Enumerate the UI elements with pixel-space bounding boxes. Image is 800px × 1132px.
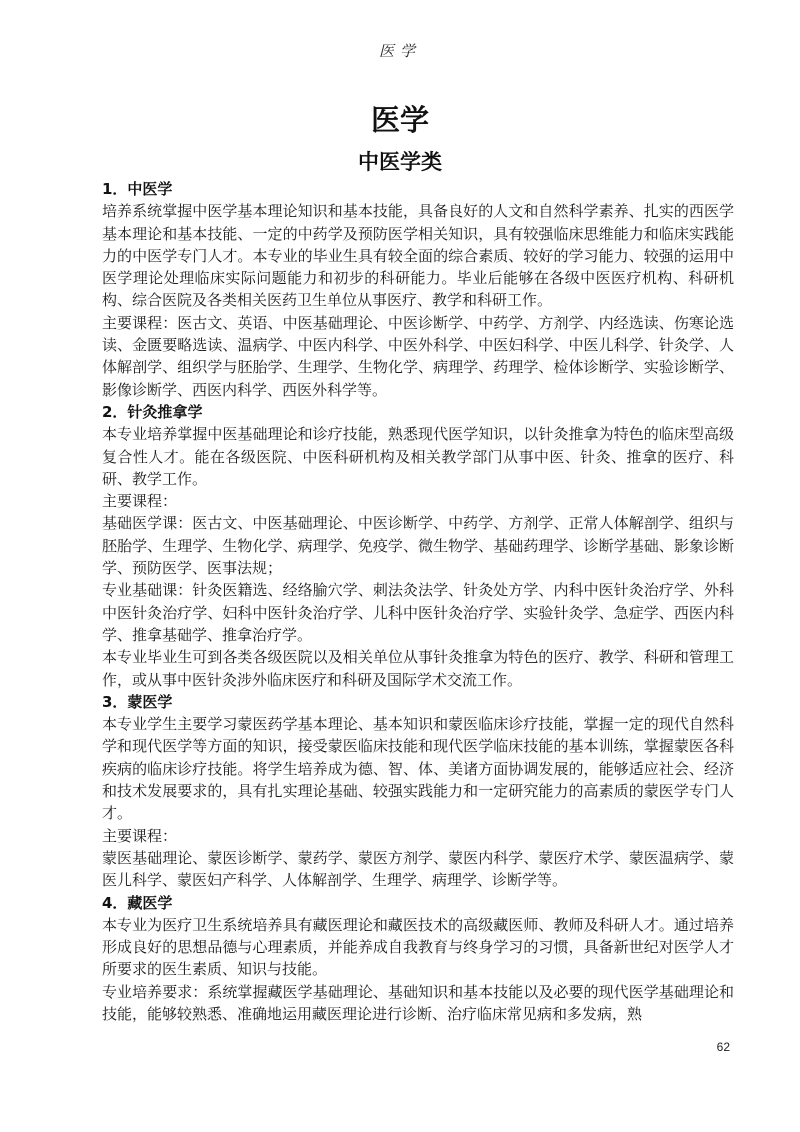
paragraph: 本专业学生主要学习蒙医药学基本理论、基本知识和蒙医临床诊疗技能，掌握一定的现代自然科学和现代医学等方面的知识，接受蒙医临床技能和现代医学临床技能的基本训练，掌握蒙医各科疾病的临床诊疗技能。将学生培养成为德、智、体、美诸方面协调发展的，能够适应社会、经济和技术发展要求的，具有扎实理论基础、较强实践能力和一定研究能力的高素质的蒙医学专门人才。 (102, 715, 734, 823)
paragraph: 本专业培养掌握中医基础理论和诊疗技能，熟悉现代医学知识，以针灸推拿为特色的临床型高级复合性人才。能在各级医院、中医科研机构及相关教学部门从事中医、针灸、推拿的医疗、科研、教学工作。 (102, 425, 734, 488)
section-heading: 2．针灸推拿学 (102, 402, 203, 421)
paragraph: 本专业为医疗卫生系统培养具有藏医理论和藏医技术的高级藏医师、教师及科研人才。通过培养形成良好的思想品德与心理素质，并能养成自我教育与终身学习的习惯，具备新世纪对医学人才所要求的医生素质、知识与技能。 (102, 915, 734, 979)
paragraph: 主要课程： (102, 492, 178, 511)
section-heading: 3．蒙医学 (102, 692, 173, 711)
section-heading: 4．藏医学 (102, 893, 173, 912)
page-number: 62 (716, 1040, 730, 1054)
page-title: 医学 (370, 103, 429, 137)
paragraph: 主要课程： (102, 826, 178, 845)
paragraph: 主要课程：医古文、英语、中医基础理论、中医诊断学、中药学、方剂学、内经选读、伤寒论选读、金匮要略选读、温病学、中医内科学、中医外科学、中医妇科学、中医儿科学、针灸学、人体解剖学、组织学与胚胎学、生理学、生物化学、病理学、药理学、检体诊断学、实验诊断学、影像诊断学、西医内科学、西医外科学等。 (102, 313, 734, 399)
running-head: 医学 (378, 42, 421, 60)
paragraph: 基础医学课：医古文、中医基础理论、中医诊断学、中药学、方剂学、正常人体解剖学、组织与胚胎学、生理学、生物化学、病理学、免疫学、微生物学、基础药理学、诊断学基础、影象诊断学、预防医学、医事法规； (102, 514, 734, 578)
page-subtitle: 中医学类 (358, 150, 442, 174)
paragraph: 蒙医基础理论、蒙医诊断学、蒙药学、蒙医方剂学、蒙医内科学、蒙医疗术学、蒙医温病学、蒙医儿科学、蒙医妇产科学、人体解剖学、生理学、病理学、诊断学等。 (102, 848, 734, 890)
paragraph: 专业培养要求：系统掌握藏医学基础理论、基础知识和基本技能以及必要的现代医学基础理论和技能，能够较熟悉、准确地运用藏医理论进行诊断、治疗临床常见病和多发病，熟 (102, 982, 734, 1023)
paragraph: 培养系统掌握中医学基本理论知识和基本技能，具备良好的人文和自然科学素养、扎实的西医学基本理论和基本技能、一定的中药学及预防医学相关知识，具有较强临床思维能力和临床实践能力的中医学专门人才。本专业的毕业生具有较全面的综合素质、较好的学习能力、较强的运用中医学理论处理临床实际问题能力和初步的科研能力。毕业后能够在各级中医医疗机构、科研机构、综合医院及各类相关医药卫生单位从事医疗、教学和科研工作。 (102, 202, 734, 310)
paragraph: 专业基础课：针灸医籍选、经络腧穴学、刺法灸法学、针灸处方学、内科中医针灸治疗学、外科中医针灸治疗学、妇科中医针灸治疗学、儿科中医针灸治疗学、实验针灸学、急症学、西医内科学、推拿基础学、推拿治疗学。 (102, 581, 734, 644)
main-content (102, 178, 734, 1025)
section-heading: 1．中医学 (102, 180, 173, 198)
paragraph: 本专业毕业生可到各类各级医院以及相关单位从事针灸推拿为特色的医疗、教学、科研和管理工作，或从事中医针灸涉外临床医疗和科研及国际学术交流工作。 (102, 648, 734, 689)
